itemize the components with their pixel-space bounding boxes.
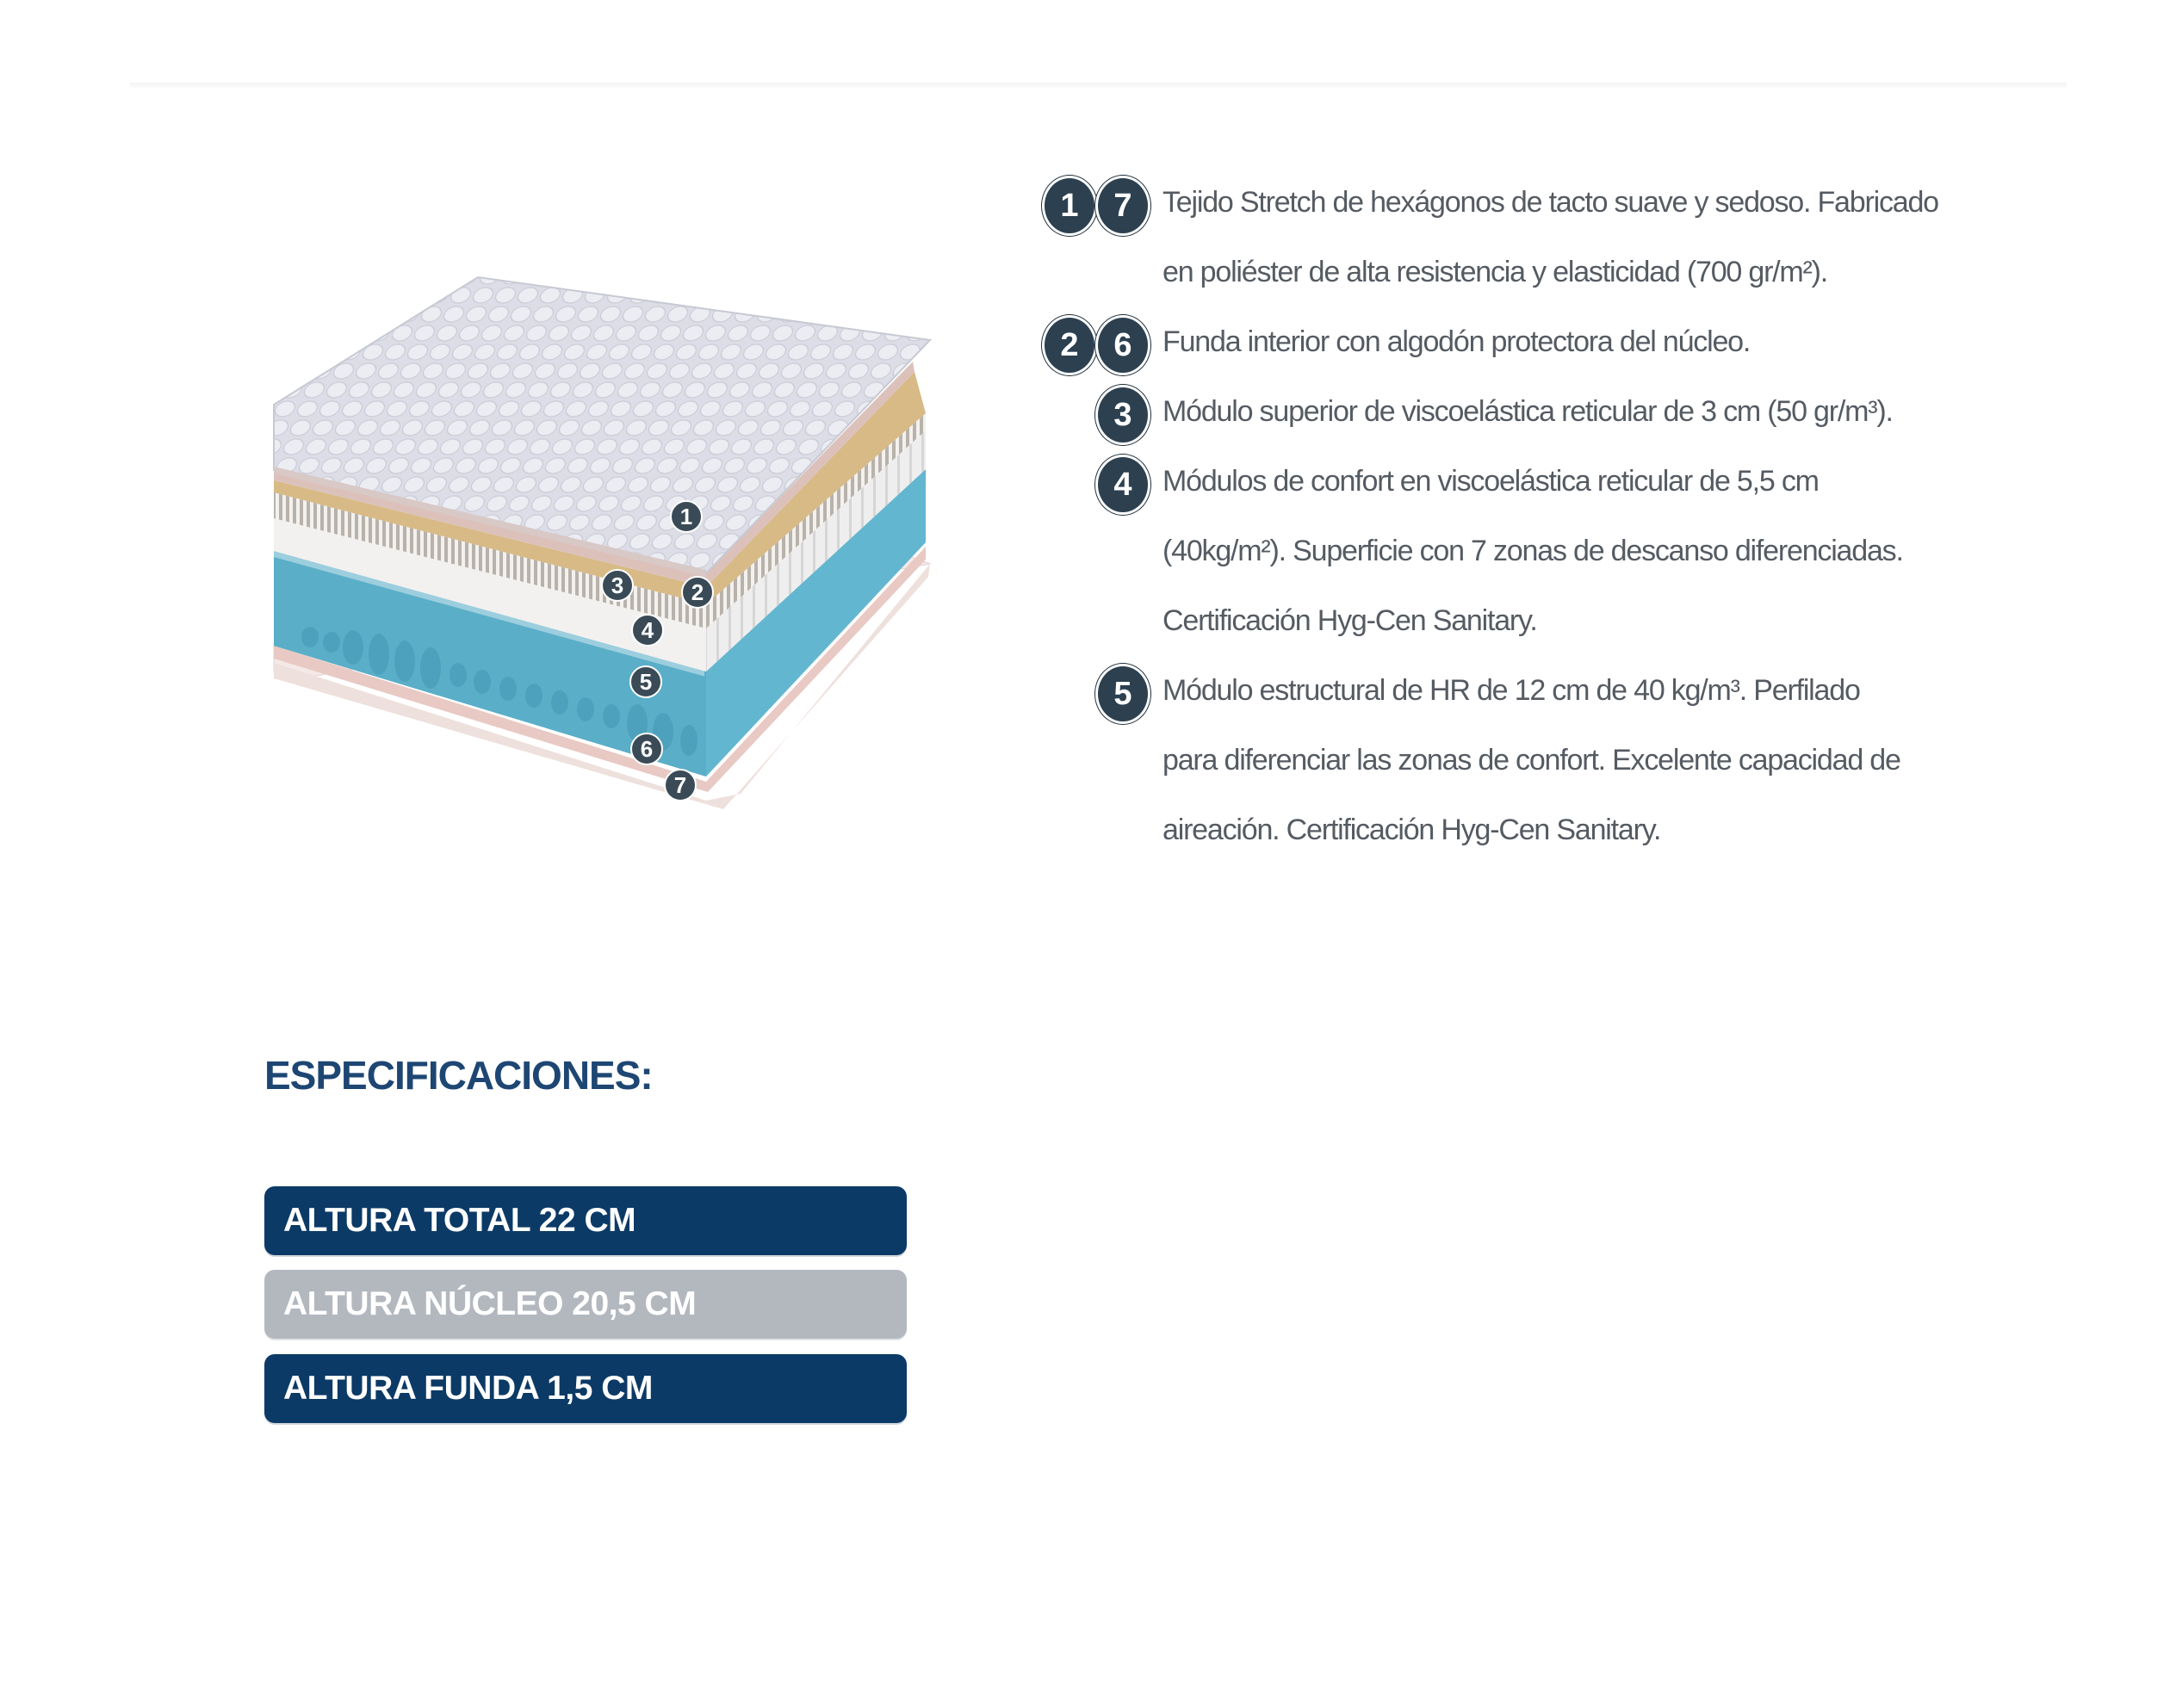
legend-text: Módulo superior de viscoelástica reticular de 3 cm (50 gr/m³). <box>1162 395 1893 428</box>
marker-2 <box>682 577 713 608</box>
legend-text: Tejido Stretch de hexágonos de tacto suave y sedoso. Fabricado en poliéster de alta resistencia y elasticidad (700 gr/m²). <box>1162 186 1938 288</box>
svg-text:3: 3 <box>611 572 624 598</box>
svg-text:5: 5 <box>639 669 653 695</box>
svg-text:6: 6 <box>640 736 654 762</box>
number-badge: 7 <box>1095 176 1150 236</box>
legend-text: Módulos de confort en viscoelástica reticular de 5,5 cm (40kg/m²). Superficie con 7 zonas de descanso diferenciadas. Certificación Hyg-Cen Sanitary. <box>1162 465 1903 637</box>
marker-4 <box>632 615 663 646</box>
number-badge: 3 <box>1095 385 1150 445</box>
marker-1 <box>671 501 702 532</box>
legend-text: Módulo estructural de HR de 12 cm de 40 kg/m³. Perfilado para diferenciar las zonas de confort. Excelente capacidad de aireación. Certificación Hyg-Cen Sanitary. <box>1162 674 1900 846</box>
marker-7 <box>665 770 696 801</box>
svg-text:1: 1 <box>679 504 693 529</box>
number-badge: 5 <box>1095 664 1150 724</box>
mattress-layers-illustration <box>258 267 947 826</box>
number-badge: 2 <box>1042 315 1097 375</box>
marker-5 <box>630 666 661 697</box>
number-badge: 6 <box>1095 315 1150 375</box>
spec-core-height: ALTURA NÚCLEO 20,5 CM <box>264 1270 907 1339</box>
number-badge: 4 <box>1095 455 1150 515</box>
specs-title: ESPECIFICACIONES: <box>264 1053 653 1098</box>
marker-6 <box>631 733 662 764</box>
spec-cover-height: ALTURA FUNDA 1,5 CM <box>264 1354 907 1423</box>
number-badge: 1 <box>1042 176 1097 236</box>
legend-text: Funda interior con algodón protectora del núcleo. <box>1162 325 1751 358</box>
spec-total-height: ALTURA TOTAL 22 CM <box>264 1186 907 1255</box>
svg-text:4: 4 <box>641 617 654 643</box>
svg-text:2: 2 <box>691 579 704 605</box>
marker-3 <box>602 570 633 601</box>
svg-text:7: 7 <box>673 772 687 798</box>
top-divider <box>129 83 2067 88</box>
